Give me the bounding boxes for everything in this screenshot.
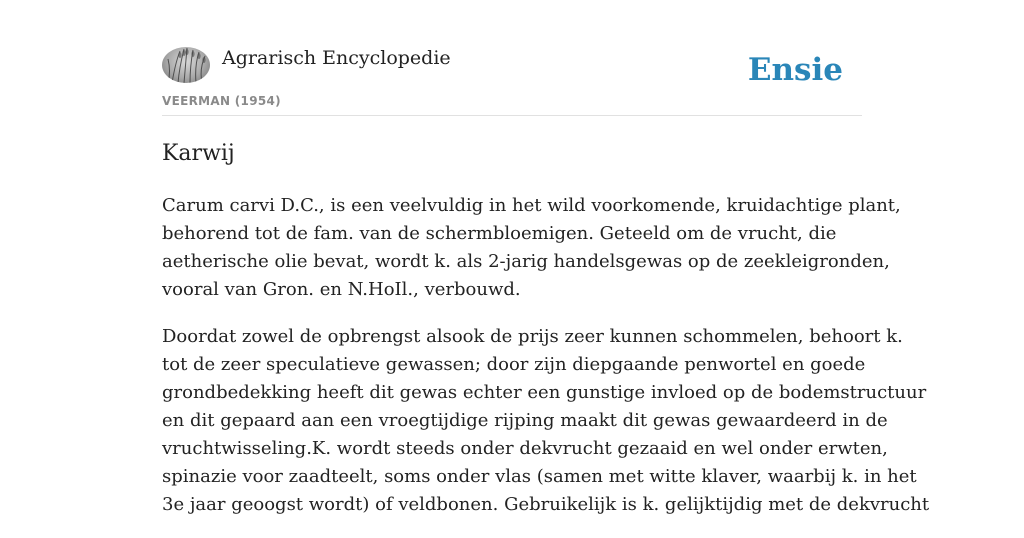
paragraph-line: en dit gepaard aan een vroegtijdige rijping maakt dit gewas gewaardeerd in de bbox=[162, 410, 888, 431]
paragraph-line: behorend tot de fam. van de schermbloemigen. Geteeld om de vrucht, die bbox=[162, 223, 837, 244]
paragraph-line: 3e jaar geoogst wordt) of veldbonen. Gebruikelijk is k. gelijktijdig met de dekvrucht bbox=[162, 494, 930, 515]
entry-title: Karwij bbox=[162, 141, 235, 166]
paragraph-line: aetherische olie bevat, wordt k. als 2-jarig handelsgewas op de zeekleigronden, bbox=[162, 251, 890, 272]
wheat-engraving-icon bbox=[162, 47, 210, 83]
paragraph bbox=[162, 323, 930, 519]
paragraph-line: grondbedekking heeft dit gewas echter een gunstige invloed op de bodemstructuur bbox=[162, 382, 927, 403]
paragraph-line: tot de zeer speculatieve gewassen; door zijn diepgaande penwortel en goede bbox=[162, 354, 866, 375]
publication-source: VEERMAN (1954) bbox=[162, 94, 281, 108]
header bbox=[162, 0, 862, 116]
paragraph-line: vooral van Gron. en N.HoIl., verbouwd. bbox=[162, 279, 521, 300]
paragraph-line: spinazie voor zaadteelt, soms onder vlas (samen met witte klaver, waarbij k. in het bbox=[162, 466, 917, 487]
paragraph bbox=[162, 192, 901, 304]
ensie-logo-link[interactable]: Ensie bbox=[747, 52, 843, 88]
entry-body bbox=[162, 192, 930, 538]
paragraph-line: Doordat zowel de opbrengst alsook de prijs zeer kunnen schommelen, behoort k. bbox=[162, 326, 903, 347]
paragraph-line: Carum carvi D.C., is een veelvuldig in het wild voorkomende, kruidachtige plant, bbox=[162, 195, 901, 216]
publication-title[interactable]: Agrarisch Encyclopedie bbox=[222, 47, 451, 69]
paragraph-line: vruchtwisseling.K. wordt steeds onder dekvrucht gezaaid en wel onder erwten, bbox=[162, 438, 888, 459]
page bbox=[162, 0, 930, 515]
